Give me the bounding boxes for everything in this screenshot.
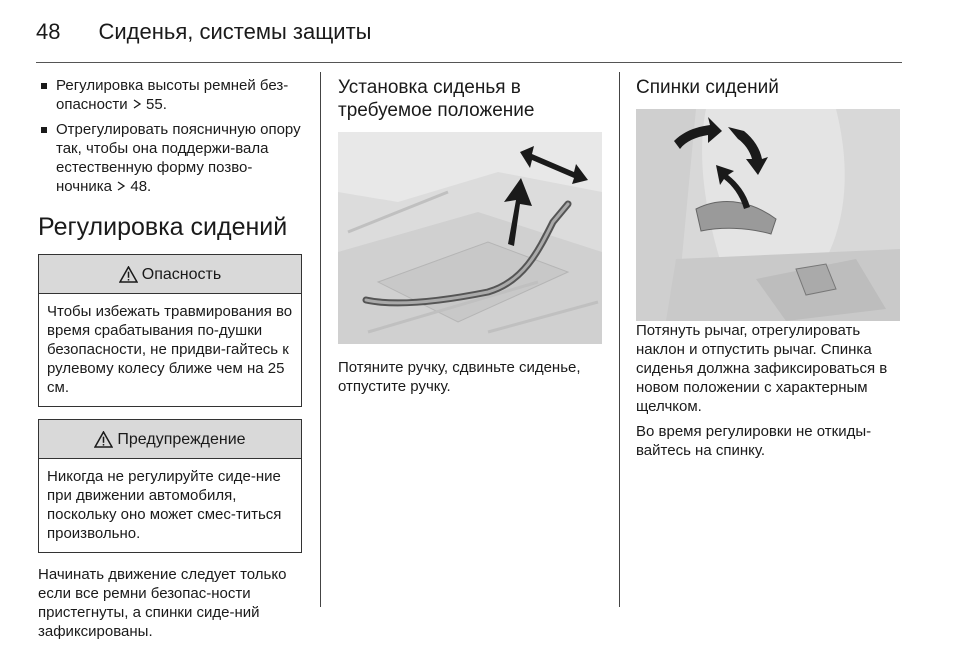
page-reference[interactable] — [116, 178, 151, 195]
section-heading: Установка сиденья в требуемое положение — [338, 77, 535, 121]
page-reference[interactable] — [132, 96, 167, 113]
body-paragraph: Во время регулировки не откиды-вайтесь на спинку. — [636, 423, 872, 459]
warning-triangle-icon — [94, 431, 113, 448]
bullet-list — [38, 76, 302, 196]
page-reference-number: 48. — [130, 178, 152, 195]
body-paragraph: Начинать движение следует только если все ремни безопас-ности пристегнуты, а спинки сиде-ний зафиксированы. — [38, 566, 287, 640]
seat-position-illustration — [338, 132, 602, 344]
bullet-text: Отрегулировать поясничную опору так, чтобы она поддержи-вала естественную форму позво-ночника — [56, 121, 301, 195]
column-right — [636, 76, 900, 466]
danger-notice-body: Чтобы избежать травмирования во время срабатывания по-душки безопасности, не придви-гайтесь к рулевому колесу ближе чем на 25 см. — [47, 303, 293, 396]
column-middle — [338, 76, 602, 411]
section-heading: Спинки сидений — [636, 77, 779, 98]
page-number: 48 — [36, 19, 61, 44]
bullet-text: Регулировка высоты ремней без-опасности — [56, 77, 289, 113]
column-left — [38, 76, 302, 647]
seat-handle-illustration — [338, 132, 602, 344]
illustration-caption: Потяните ручку, сдвиньте сиденье, отпустите ручку. — [338, 359, 581, 395]
danger-notice-title: Опасность — [141, 265, 222, 283]
section-heading: Регулировка сидений — [38, 213, 288, 241]
page-reference-icon — [116, 180, 126, 192]
danger-notice — [38, 254, 302, 407]
column-divider-2 — [619, 72, 620, 607]
header-rule — [36, 62, 902, 63]
warning-triangle-icon — [119, 266, 138, 283]
backrest-illustration — [636, 109, 900, 321]
page-title: Сиденья, системы защиты — [98, 19, 372, 44]
page-reference-number: 55. — [146, 96, 167, 113]
danger-notice-header — [39, 255, 301, 294]
backrest-lever-illustration — [636, 109, 900, 321]
column-divider-1 — [320, 72, 321, 607]
body-paragraph: Потянуть рычаг, отрегулировать наклон и отпустить рычаг. Спинка сиденья должна зафиксироваться в новом положении с характерным щелчком. — [636, 322, 888, 415]
page-reference-icon — [132, 98, 142, 110]
warning-notice — [38, 419, 302, 553]
page-header — [36, 10, 916, 54]
warning-notice-title: Предупреждение — [117, 430, 246, 448]
list-item — [38, 120, 302, 196]
warning-notice-header — [39, 420, 301, 459]
warning-notice-body: Никогда не регулируйте сиде-ние при движении автомобиля, поскольку оно может смес-титься произвольно. — [47, 468, 282, 542]
list-item — [38, 76, 302, 114]
